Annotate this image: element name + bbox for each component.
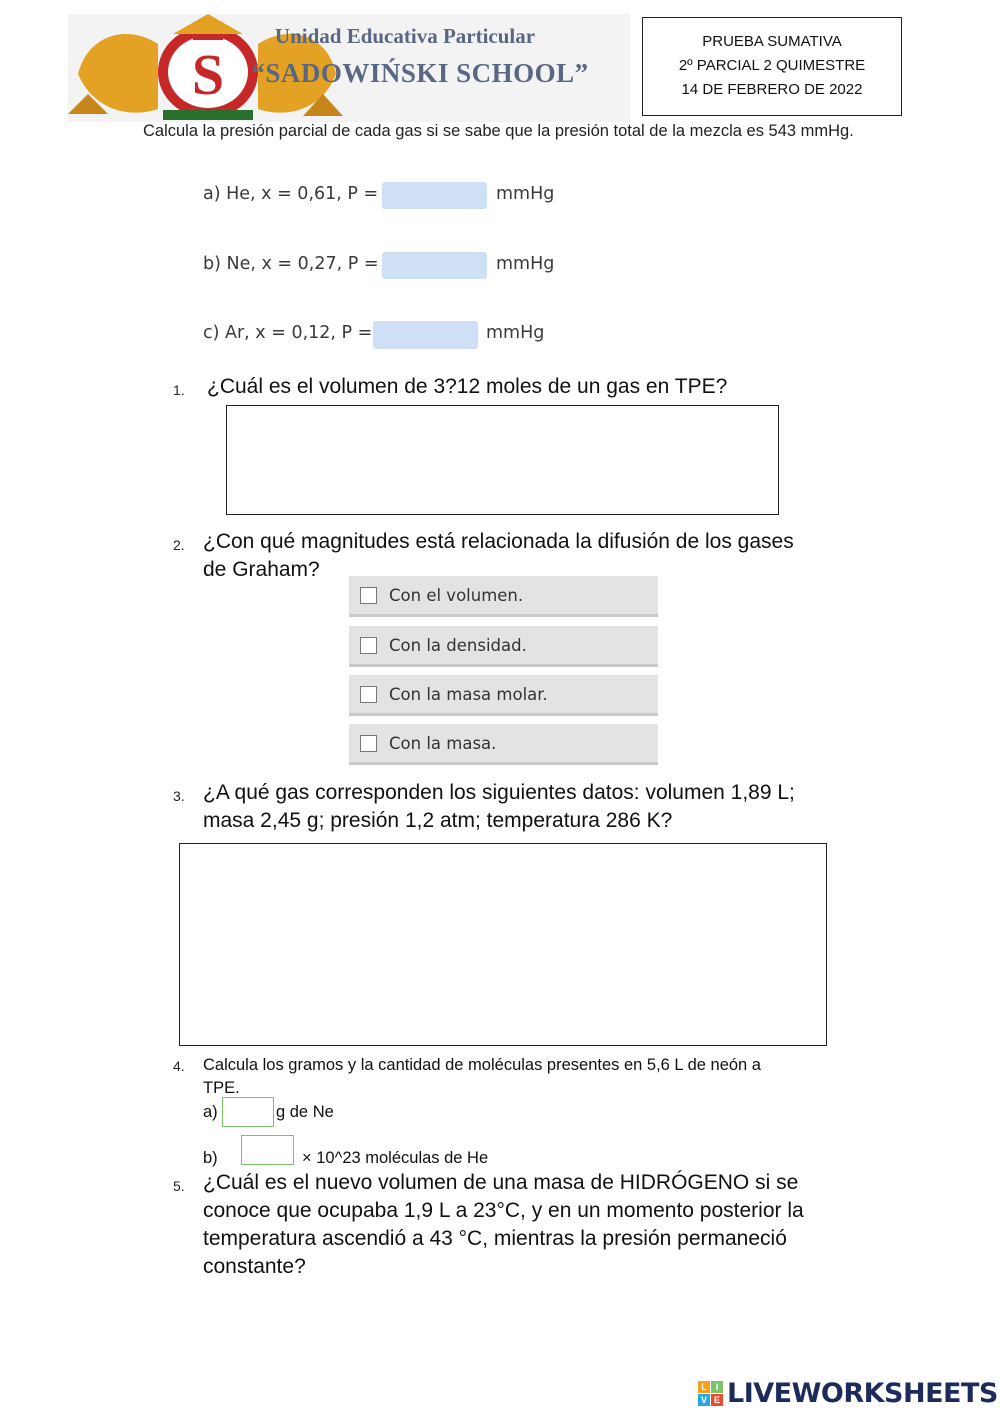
- liveworksheets-logo: [698, 1378, 998, 1409]
- test-info-box: [642, 17, 902, 116]
- q2-option-densidad[interactable]: [349, 626, 658, 667]
- logo-letter-i: I: [711, 1381, 723, 1393]
- q3-number: 3.: [173, 788, 185, 804]
- item-c-unit: mmHg: [486, 323, 545, 343]
- q5-text-line1: ¿Cuál es el nuevo volumen de una masa de HIDRÓGENO si se: [203, 1171, 799, 1194]
- logo-letter-l: L: [698, 1381, 710, 1393]
- q5-text-line4: constante?: [203, 1255, 306, 1278]
- q2-option-volumen[interactable]: [349, 576, 658, 617]
- option-label: Con la masa.: [389, 733, 497, 753]
- checkbox-icon[interactable]: [360, 686, 377, 703]
- q3-answer-box[interactable]: [179, 843, 827, 1046]
- q4-text-line1: Calcula los gramos y la cantidad de moléculas presentes en 5,6 L de neón a: [203, 1056, 761, 1074]
- q4-a-prefix: a): [203, 1103, 218, 1121]
- q4-number: 4.: [173, 1058, 185, 1074]
- intro-text: Calcula la presión parcial de cada gas si se sabe que la presión total de la mezcla es 543 mmHg.: [143, 122, 854, 140]
- answer-he-input[interactable]: [382, 182, 487, 209]
- q4-b-prefix: b): [203, 1149, 218, 1167]
- answer-ar-input[interactable]: [373, 321, 478, 349]
- q4-molecules-input[interactable]: [241, 1135, 294, 1165]
- option-label: Con el volumen.: [389, 585, 524, 605]
- test-title: PRUEBA SUMATIVA: [702, 33, 842, 50]
- liveworksheets-brand: LIVEWORKSHEETS: [727, 1378, 998, 1409]
- school-line1: Unidad Educativa Particular: [274, 24, 536, 48]
- item-c-label: c) Ar, x = 0,12, P =: [203, 323, 373, 343]
- test-period: 2º PARCIAL 2 QUIMESTRE: [678, 57, 866, 74]
- q2-number: 2.: [173, 537, 185, 553]
- q5-number: 5.: [173, 1178, 185, 1194]
- option-label: Con la masa molar.: [389, 684, 548, 704]
- item-b-unit: mmHg: [496, 254, 555, 274]
- logo-letter-e: E: [711, 1394, 723, 1406]
- checkbox-icon[interactable]: [360, 735, 377, 752]
- q3-text-line2: masa 2,45 g; presión 1,2 atm; temperatura 286 K?: [203, 809, 673, 832]
- q5-text-line2: conoce que ocupaba 1,9 L a 23°C, y en un momento posterior la: [203, 1199, 804, 1222]
- svg-text:S: S: [191, 42, 225, 107]
- q2-option-masa[interactable]: [349, 724, 658, 765]
- q2-option-masa-molar[interactable]: [349, 675, 658, 716]
- item-b-label: b) Ne, x = 0,27, P =: [203, 254, 379, 274]
- logo-letter-v: V: [698, 1394, 710, 1406]
- q1-number: 1.: [173, 382, 185, 398]
- item-a-unit: mmHg: [496, 184, 555, 204]
- q1-answer-box[interactable]: [226, 405, 779, 515]
- q2-text-line2: de Graham?: [203, 558, 320, 581]
- checkbox-icon[interactable]: [360, 587, 377, 604]
- school-name: “SADOWIŃSKI SCHOOL”: [251, 58, 589, 88]
- q3-text-line1: ¿A qué gas corresponden los siguientes datos: volumen 1,89 L;: [203, 781, 795, 804]
- q2-text-line1: ¿Con qué magnitudes está relacionada la difusión de los gases: [203, 530, 794, 553]
- q4-grams-input[interactable]: [222, 1097, 274, 1127]
- q4-b-suffix: × 10^23 moléculas de He: [302, 1149, 489, 1167]
- answer-ne-input[interactable]: [382, 252, 487, 279]
- q1-text: ¿Cuál es el volumen de 3?12 moles de un gas en TPE?: [207, 375, 728, 398]
- q5-text-line3: temperatura ascendió a 43 °C, mientras la presión permaneció: [203, 1227, 787, 1250]
- test-date: 14 DE FEBRERO DE 2022: [681, 81, 863, 98]
- item-a-label: a) He, x = 0,61, P =: [203, 184, 379, 204]
- q4-a-suffix: g de Ne: [276, 1103, 334, 1121]
- q4-text-line2: TPE.: [203, 1079, 240, 1097]
- checkbox-icon[interactable]: [360, 637, 377, 654]
- option-label: Con la densidad.: [389, 635, 527, 655]
- liveworksheets-icon: [698, 1381, 723, 1406]
